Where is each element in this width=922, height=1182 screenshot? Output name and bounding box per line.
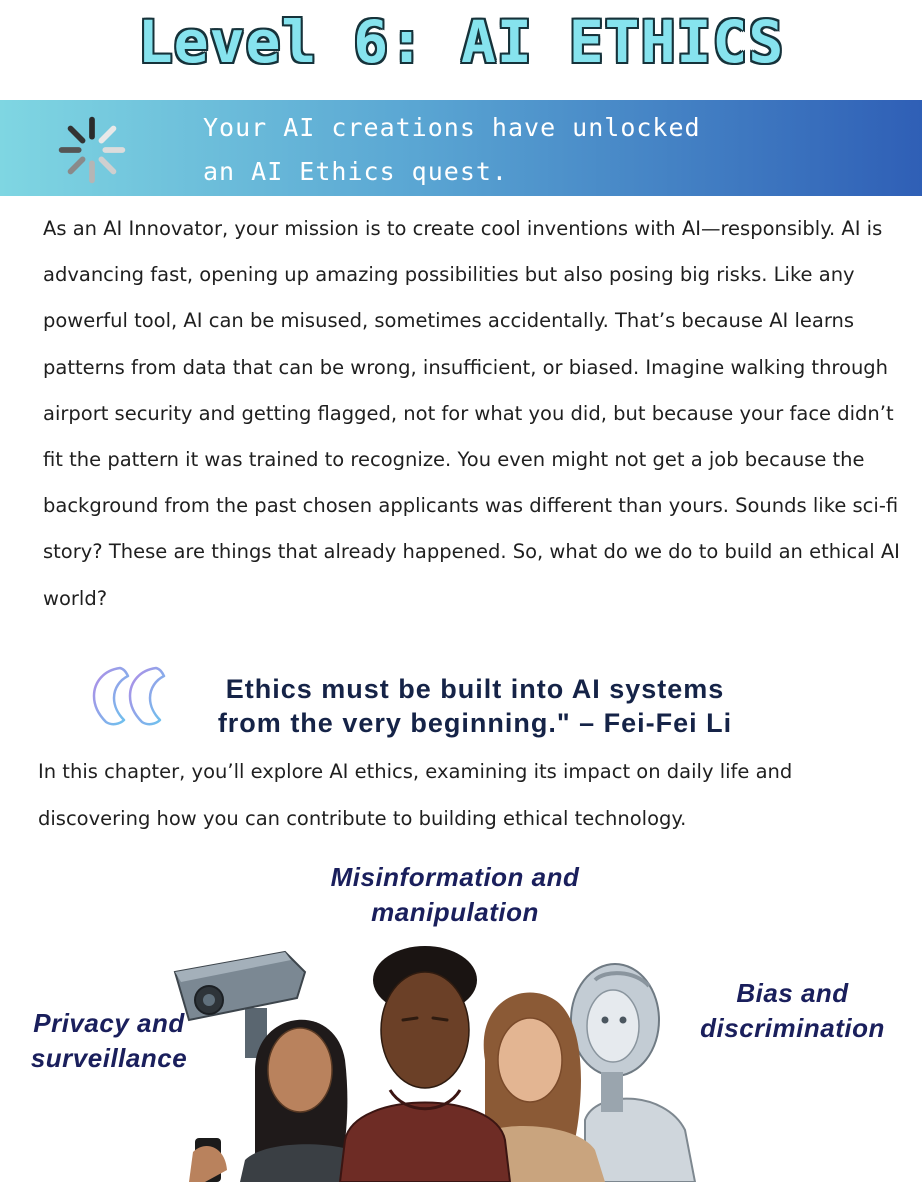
quotation-mark-icon: [90, 662, 168, 728]
quest-banner: [0, 100, 922, 196]
fei-fei-li-quote: [170, 672, 780, 740]
banner-line-2: an AI Ethics quest.: [203, 157, 508, 186]
ai-ethics-illustration: [165, 940, 725, 1182]
banner-line-1: Your AI creations have unlocked: [203, 113, 701, 142]
topic-misinformation-line-2: manipulation: [371, 897, 539, 927]
banner-message: [203, 106, 701, 194]
intro-paragraph: As an AI Innovator, your mission is to create cool inventions with AI—responsibly. AI is advancing fast, opening up amazing possibilities but also posing big risks. Like any powerful tool, AI can be misused, sometimes accidentally. That’s because AI learns patterns from data that can be wrong, insufficient, or biased. Imagine walking through airport security and getting flagged, not for what you did, but because your face didn’t fit the pattern it was trained to recognize. You even might not get a job because the background from the past chosen applicants was different than yours. Sounds like sci-fi story? These are things that already happened. So, what do we do to build an ethical AI world?: [43, 217, 900, 610]
quote-line-1: Ethics must be built into AI systems: [225, 674, 725, 704]
topic-bias-line-2: discrimination: [700, 1013, 885, 1043]
topic-privacy-line-1: Privacy and: [33, 1008, 185, 1038]
loading-spinner-icon: [54, 112, 130, 188]
topic-misinformation-line-1: Misinformation and: [330, 862, 580, 892]
topic-bias-line-1: Bias and: [736, 978, 849, 1008]
topic-misinformation: [300, 860, 610, 930]
chapter-paragraph: In this chapter, you’ll explore AI ethics, examining its impact on daily life and discovering how you can contribute to building ethical technology.: [38, 760, 793, 830]
quote-line-2: from the very beginning." – Fei-Fei Li: [217, 708, 733, 738]
person-center: [340, 946, 510, 1182]
page-title: Level 6: AI ETHICS: [137, 8, 785, 76]
topic-privacy-line-2: surveillance: [30, 1043, 188, 1073]
